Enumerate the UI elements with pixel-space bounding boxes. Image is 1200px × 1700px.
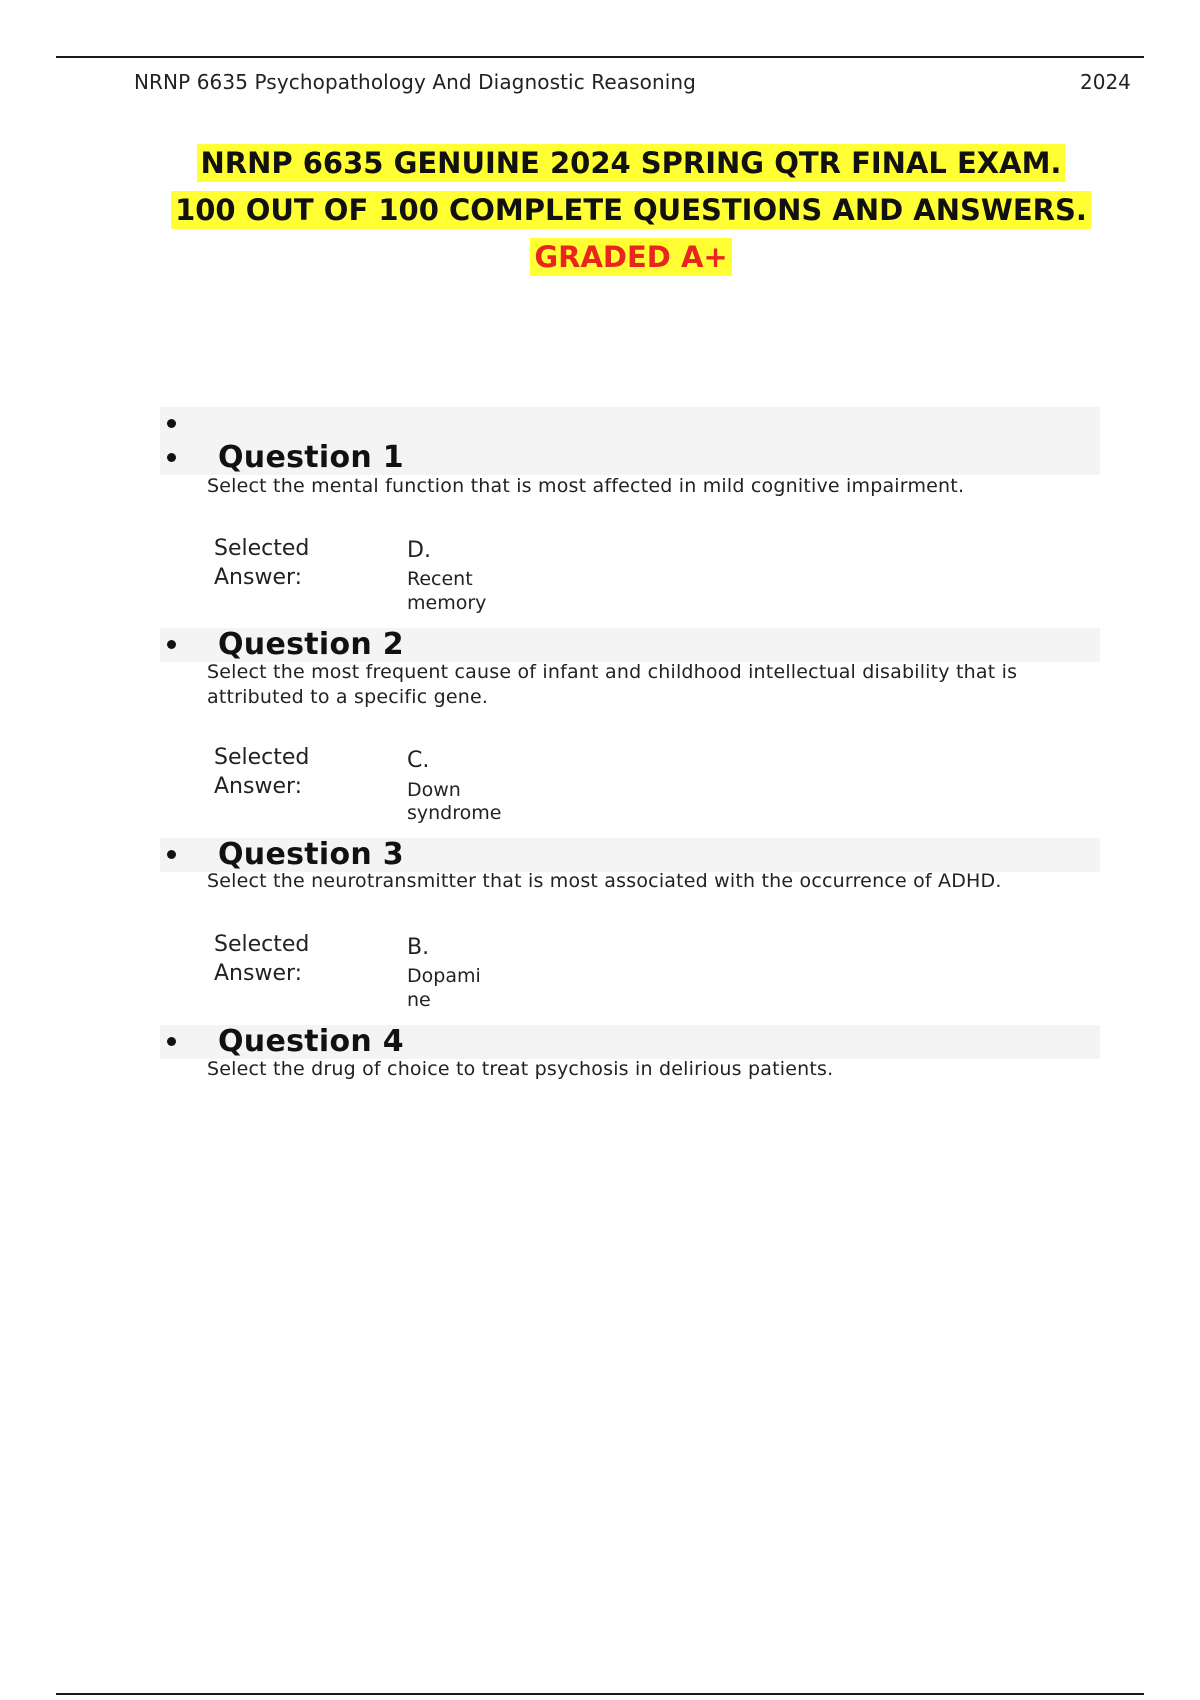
- header-rule: [56, 56, 1144, 58]
- question-3-selected-label-2: Answer:: [214, 961, 303, 986]
- question-3-bullet: [167, 850, 176, 859]
- question-2-answer-line-2: syndrome: [407, 802, 502, 824]
- empty-bullet: [167, 419, 176, 428]
- document-title: [0, 144, 1200, 285]
- question-2-text: Select the most frequent cause of infant and childhood intellectual disability that is attributed to a specific gene.: [207, 661, 1018, 708]
- question-2-answer-letter: C.: [407, 748, 430, 773]
- question-4-bullet: [167, 1037, 176, 1046]
- title-grade: GRADED A+: [530, 238, 731, 276]
- question-2-bullet: [167, 640, 176, 649]
- title-line-1: NRNP 6635 GENUINE 2024 SPRING QTR FINAL EXAM.: [197, 144, 1066, 182]
- question-4-text: Select the drug of choice to treat psychosis in delirious patients.: [207, 1058, 834, 1080]
- question-3-title: Question 3: [218, 837, 404, 872]
- question-1-bullet: [167, 453, 176, 462]
- question-1-selected-label-2: Answer:: [214, 565, 303, 590]
- question-2-title: Question 2: [218, 627, 404, 662]
- question-4-title: Question 4: [218, 1024, 404, 1059]
- question-1-answer-letter: D.: [407, 538, 431, 563]
- question-3-answer-line-1: Dopami: [407, 965, 481, 987]
- question-2-answer-line-1: Down: [407, 779, 461, 801]
- question-3-text: Select the neurotransmitter that is most associated with the occurrence of ADHD.: [207, 870, 1002, 892]
- question-1-answer-line-1: Recent: [407, 568, 473, 590]
- question-2-selected-label-2: Answer:: [214, 774, 303, 799]
- running-header-year: 2024: [1080, 70, 1131, 94]
- question-1-answer-line-2: memory: [407, 592, 487, 614]
- title-line-2: 100 OUT OF 100 COMPLETE QUESTIONS AND ANSWERS.: [171, 191, 1091, 229]
- question-3-answer-line-2: ne: [407, 989, 431, 1011]
- question-1-selected-label-1: Selected: [214, 536, 310, 561]
- question-2-selected-label-1: Selected: [214, 745, 310, 770]
- question-1-text: Select the mental function that is most affected in mild cognitive impairment.: [207, 475, 965, 497]
- footer-rule: [56, 1693, 1144, 1695]
- question-1-title: Question 1: [218, 440, 404, 475]
- running-header-course: NRNP 6635 Psychopathology And Diagnostic Reasoning: [134, 70, 696, 94]
- question-3-answer-letter: B.: [407, 935, 430, 960]
- question-3-selected-label-1: Selected: [214, 932, 310, 957]
